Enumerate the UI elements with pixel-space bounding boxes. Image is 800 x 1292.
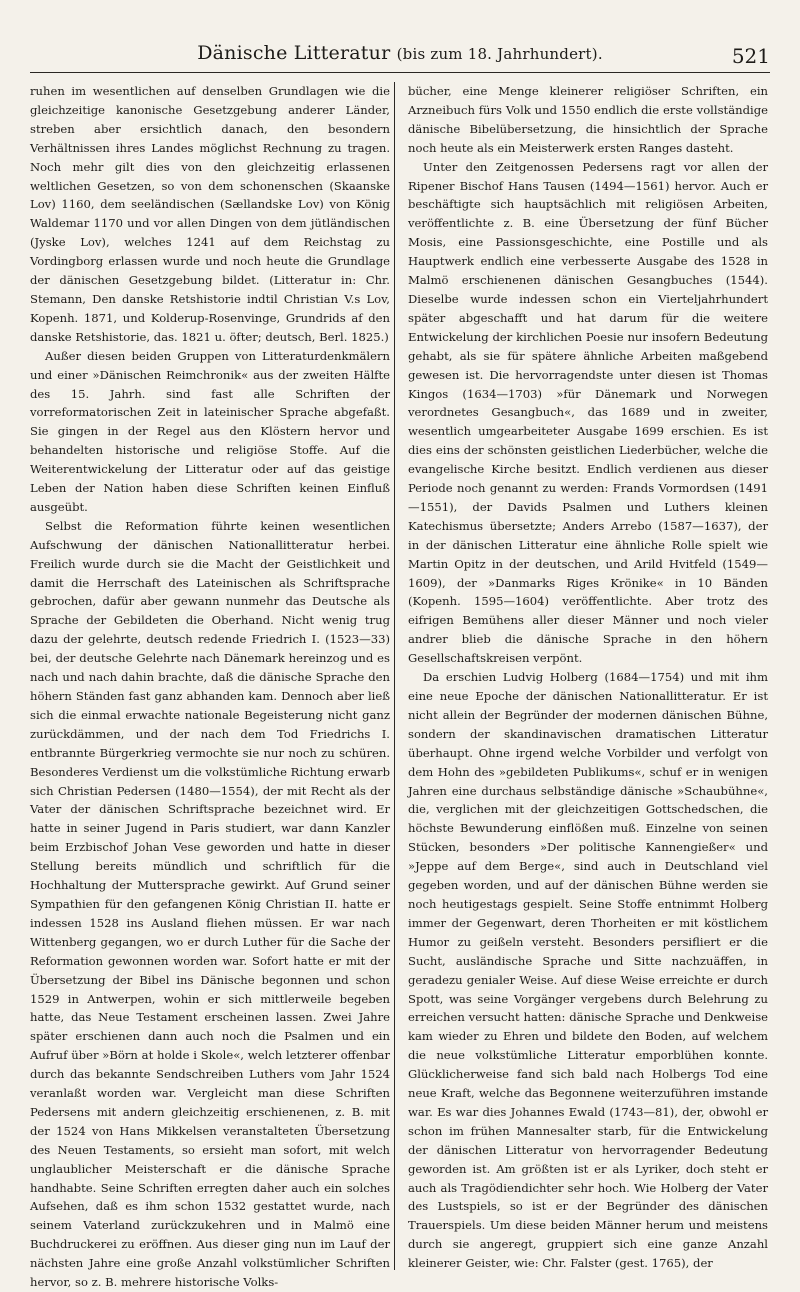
left-column — [30, 82, 390, 1292]
paragraph: ruhen im wesentlichen auf denselben Grundlagen wie die gleichzeitige kanonische Gesetzgebung anderer Länder, streben aber ersichtlich danach, den besondern Verhältnissen ihres Landes möglichst Rechnung zu tragen. Noch mehr gilt dies von den gleichzeitig erlassenen weltlichen Gesetzen, so von dem schonenschen (Skaanske Lov) 1160, dem seeländischen (Sællandske Lov) von König Waldemar 1170 und vor allen Dingen von dem jütländischen (Jyske Lov), welches 1241 auf dem Reichstag zu Vordingborg erlassen wurde und noch heute die Grundlage der dänischen Gesetzgebung bildet. (Litteratur in: Chr. Stemann, Den danske Retshistorie indtil Christian V.s Lov, Kopenh. 1871, und Kolderup-Rosenvinge, Grundrids af den danske Retshistorie, das. 1821 u. öfter; deutsch, Berl. 1825.) — [30, 84, 390, 344]
paragraph: Unter den Zeitgenossen Pedersens ragt vor allen der Ripener Bischof Hans Tausen (1494—1561) hervor. Auch er beschäftigte sich hauptsächlich mit religiösen Arbeiten, veröffentlichte z. B. eine Übersetzung der fünf Bücher Mosis, eine Passionsgeschichte, eine Postille und als Hauptwerk endlich eine verbesserte Ausgabe des 1528 in Malmö erschienenen dänischen Gesangbuches (1544). Dieselbe wurde indessen schon ein Vierteljahrhundert später abgeschafft und hat darum für die weitere Entwickelung der kirchlichen Poesie nur insofern Bedeutung gehabt, als sie für spätere ähnliche Arbeiten maßgebend gewesen ist. Die hervorragendste unter diesen ist Thomas Kingos (1634—1703) »für Dänemark und Norwegen verordnetes Gesangbuch«, das 1689 und in zweiter, wesentlich umgearbeiteter Ausgabe 1699 erschien. Es ist dies eins der schönsten geistlichen Liederbücher, welche die evangelische Kirche besitzt. Endlich verdienen aus dieser Periode noch genannt zu werden: Frands Vormordsen (1491—1551), der Davids Psalmen und Luthers kleinen Katechismus übersetzte; Anders Arrebo (1587—1637), der in der dänischen Litteratur eine ähnliche Rolle spielt wie Martin Opitz in der deutschen, und Arild Hvitfeld (1549—1609), der »Danmarks Riges Krönike« in 10 Bänden (Kopenh. 1595—1604) veröffentlichte. Aber trotz des eifrigen Bemühens aller dieser Männer und noch vieler andrer blieb die dänische Sprache in den höhern Gesellschaftskreisen verpönt. — [408, 159, 768, 666]
right-column — [408, 82, 768, 1273]
header-subtitle: (bis zum 18. Jahrhundert). — [396, 45, 603, 63]
paragraph: Außer diesen beiden Gruppen von Litteraturdenkmälern und einer »Dänischen Reimchronik« aus der zweiten Hälfte des 15. Jahrh. sind fast alle Schriften der vorreformatorischen Zeit in lateinischer Sprache abgefaßt. Sie gingen in der Regel aus den Klöstern hervor und behandelten historische und religiöse Stoffe. Auf die Weiterentwickelung der Litteratur oder auf das geistige Leben der Nation haben diese Schriften keinen Einfluß ausgeübt. — [30, 348, 390, 514]
header-title — [197, 42, 603, 64]
paragraph: bücher, eine Menge kleinerer religiöser Schriften, ein Arzneibuch fürs Volk und 1550 endlich die erste vollständige dänische Bibelübersetzung, die hinsichtlich der Sprache noch heute als ein Meisterwerk ersten Ranges dasteht. — [408, 84, 768, 155]
running-header — [30, 42, 770, 73]
paragraph: Da erschien Ludvig Holberg (1684—1754) und mit ihm eine neue Epoche der dänischen Nationallitteratur. Er ist nicht allein der Begründer der modernen dänischen Bühne, sondern der skandinavischen dramatischen Litteratur überhaupt. Ohne irgend welche Vorbilder und verfolgt von dem Hohn des »gebildeten Publikums«, schuf er in wenigen Jahren eine durchaus selbständige dänische »Schaubühne«, die, verglichen mit der gleichzeitigen Gottschedschen, die höchste Bewunderung einflößen muß. Einzelne von seinen Stücken, besonders »Der politische Kannengießer« und »Jeppe auf dem Berge«, sind auch in Deutschland viel gegeben worden, und auf der dänischen Bühne werden sie noch heutigestags gespielt. Seine Stoffe entnimmt Holberg immer der Gegenwart, deren Thorheiten er mit köstlichem Humor zu geißeln versteht. Besonders persifliert er die Sucht, ausländische Sprache und Sitte nachzuäffen, in geradezu genialer Weise. Auf diese Weise erreichte er durch Spott, was seine Vorgänger vergebens durch Belehrung zu erreichen versucht hatten: dänische Sprache und Denkweise kam wieder zu Ehren und bildete den Boden, auf welchem die neue volkstümliche Litteratur emporblühen konnte. Glücklicherweise fand sich bald nach Holbergs Tod eine neue Kraft, welche das Begonnene weiterzuführen imstande war. Es war dies Johannes Ewald (1743—81), der, obwohl er schon im frühen Mannesalter starb, für die Entwickelung der dänischen Litteratur von hervorragender Bedeutung geworden ist. Am größten ist er als Lyriker, doch steht er auch als Tragödiendichter sehr hoch. Wie Holberg der Vater des Lustspiels, so ist er der Begründer des dänischen Trauerspiels. Um diese beiden Männer herum und meistens durch sie angeregt, gruppiert sich eine ganze Anzahl kleinerer Geister, wie: Chr. Falster (gest. 1765), der — [408, 670, 768, 1271]
header-title-text: Dänische Litteratur — [197, 42, 391, 64]
page-number: 521 — [731, 44, 770, 68]
paragraph: Selbst die Reformation führte keinen wesentlichen Aufschwung der dänischen Nationallitteratur herbei. Freilich wurde durch sie die Macht der Geistlichkeit und damit die Herrschaft des Lateinischen als Schriftsprache gebrochen, dafür aber gewann nunmehr das Deutsche als Sprache der Gebildeten die Oberhand. Nicht wenig trug dazu der gelehrte, deutsch redende Friedrich I. (1523—33) bei, der deutsche Gelehrte nach Dänemark hereinzog und es nach und nach dahin brachte, daß die dänische Sprache den höhern Ständen fast ganz abhanden kam. Dennoch aber ließ sich die einmal erwachte nationale Begeisterung nicht ganz zurückdämmen, und der nach dem Tod Friedrichs I. entbrannte Bürgerkrieg vermochte sie nur noch zu schüren. Besonderes Verdienst um die volkstümliche Richtung erwarb sich Christian Pedersen (1480—1554), der mit Recht als der Vater der dänischen Schriftsprache bezeichnet wird. Er hatte in seiner Jugend in Paris studiert, war dann Kanzler beim Erzbischof Johan Vese geworden und hatte in dieser Stellung bereits mündlich und schriftlich für die Hochhaltung der Muttersprache gewirkt. Auf Grund seiner Sympathien für den gefangenen König Christian II. hatte er indessen 1528 ins Ausland fliehen müssen. Er war nach Wittenberg gegangen, wo er durch Luther für die Sache der Reformation gewonnen worden war. Sofort hatte er mit der Übersetzung der Bibel ins Dänische begonnen und schon 1529 in Antwerpen, wohin er sich mittlerweile begeben hatte, das Neue Testament erscheinen lassen. Zwei Jahre später erschienen dann auch noch die Psalmen und ein Aufruf über »Börn at holde i Skole«, welch letzterer offenbar durch das bekannte Sendschreiben Luthers vom Jahr 1524 veranlaßt worden war. Vergleicht man diese Schriften Pedersens mit andern gleichzeitig erschienenen, z. B. mit der 1524 von Hans Mikkelsen veranstalteten Übersetzung des Neuen Testaments, so ersieht man sofort, mit welch unglaublicher Meisterschaft er die dänische Sprache handhabte. Seine Schriften erregten daher auch ein solches Aufsehen, daß es ihm schon 1532 gestattet wurde, nach seinem Vaterland zurückzukehren und in Malmö eine Buchdruckerei zu eröffnen. Aus dieser ging nun im Lauf der nächsten Jahre eine große Anzahl volkstümlicher Schriften hervor, so z. B. mehrere historische Volks- — [30, 518, 390, 1290]
column-divider — [394, 82, 395, 1270]
